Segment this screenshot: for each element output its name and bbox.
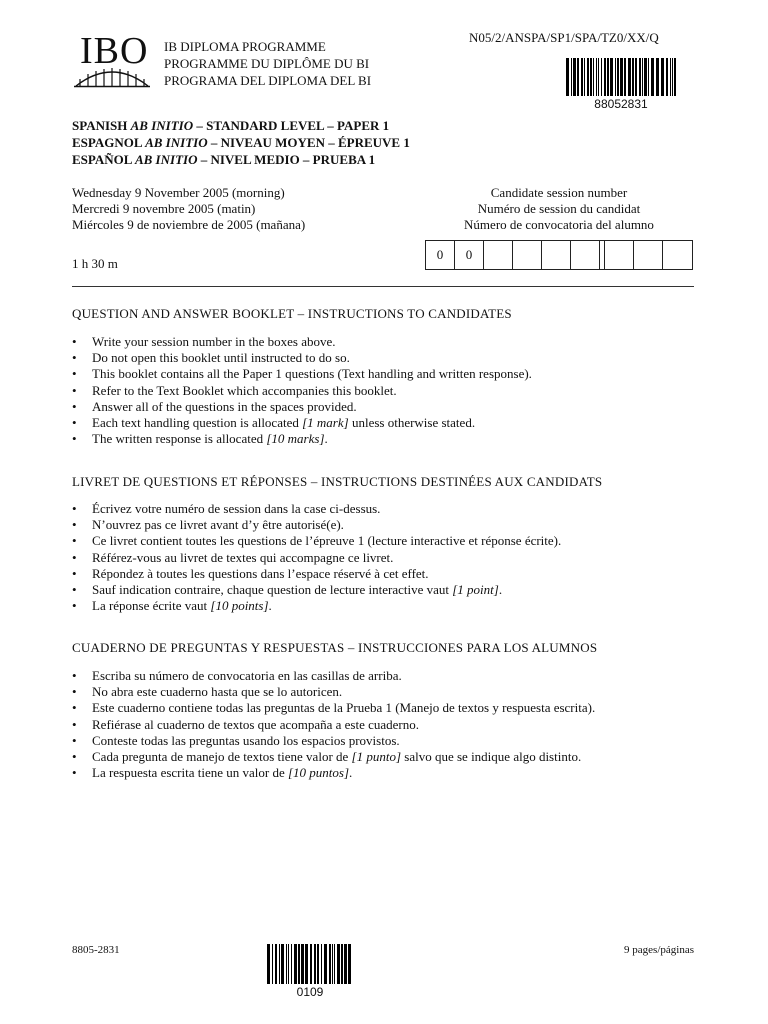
- logo-text: IBO: [80, 30, 149, 72]
- section-title-es: CUADERNO DE PREGUNTAS Y RESPUESTAS – INSTRUCCIONES PARA LOS ALUMNOS: [72, 640, 598, 655]
- paper-code: N05/2/ANSPA/SP1/SPA/TZ0/XX/Q: [469, 30, 659, 45]
- header-divider: [72, 286, 694, 287]
- session-label-fr: Numéro de session du candidat: [477, 201, 641, 216]
- list-item: • This booklet contains all the Paper 1 questions (Text handling and written response).: [72, 366, 532, 382]
- barcode-bottom-icon: [267, 944, 353, 984]
- list-item: • Sauf indication contraire, chaque question de lecture interactive vaut [1 point].: [72, 582, 561, 598]
- list-item: • La réponse écrite vaut [10 points].: [72, 598, 561, 614]
- programme-line-fr: PROGRAMME DU DIPLÔME DU BI: [164, 56, 370, 71]
- list-item: • La respuesta escrita tiene un valor de [10 puntos].: [72, 765, 595, 781]
- session-number-grid: [425, 240, 693, 270]
- footer-code: 8805-2831: [72, 944, 120, 956]
- instructions-list-en: [72, 334, 532, 447]
- list-item: • The written response is allocated [10 marks].: [72, 431, 532, 447]
- logo-emblem-icon: [72, 66, 152, 88]
- list-item: • Este cuaderno contiene todas las preguntas de la Prueba 1 (Manejo de textos y respuesta escrita).: [72, 700, 595, 716]
- title-fr: ESPAGNOL AB INITIO – NIVEAU MOYEN – ÉPREUVE 1: [72, 135, 410, 150]
- session-number-labels: [425, 185, 693, 233]
- session-digit-box: 0: [426, 241, 455, 269]
- page-count: 9 pages/páginas: [624, 944, 694, 956]
- programme-line-en: IB DIPLOMA PROGRAMME: [164, 39, 326, 54]
- list-item: • Répondez à toutes les questions dans l’espace réservé à cet effet.: [72, 566, 561, 582]
- list-item: • Refer to the Text Booklet which accompanies this booklet.: [72, 383, 532, 399]
- list-item: • Do not open this booklet until instructed to do so.: [72, 350, 532, 366]
- list-item: • Each text handling question is allocated [1 mark] unless otherwise stated.: [72, 415, 532, 431]
- instructions-list-fr: [72, 501, 561, 614]
- list-item: • No abra este cuaderno hasta que se lo autoricen.: [72, 684, 595, 700]
- session-digit-box[interactable]: [605, 241, 634, 269]
- list-item: • Cada pregunta de manejo de textos tiene valor de [1 punto] salvo que se indique algo distinto.: [72, 749, 595, 765]
- exam-dates: [72, 185, 305, 233]
- list-item: • Référez-vous au livret de textes qui accompagne ce livret.: [72, 550, 561, 566]
- barcode-top-icon: [566, 58, 676, 96]
- list-item: • Write your session number in the boxes above.: [72, 334, 532, 350]
- ibo-logo: [72, 32, 152, 94]
- instructions-list-es: [72, 668, 595, 781]
- list-item: • N’ouvrez pas ce livret avant d’y être autorisé(e).: [72, 517, 561, 533]
- section-title-fr: LIVRET DE QUESTIONS ET RÉPONSES – INSTRUCTIONS DESTINÉES AUX CANDIDATS: [72, 474, 603, 489]
- barcode-number-bottom: 0109: [296, 985, 324, 999]
- exam-titles: [72, 117, 410, 168]
- session-digit-box[interactable]: [634, 241, 663, 269]
- exam-duration: 1 h 30 m: [72, 256, 118, 271]
- session-digit-box[interactable]: [542, 241, 571, 269]
- list-item: • Écrivez votre numéro de session dans la case ci-dessus.: [72, 501, 561, 517]
- session-label-es: Número de convocatoria del alumno: [464, 217, 654, 232]
- list-item: • Ce livret contient toutes les questions de l’épreuve 1 (lecture interactive et réponse écrite).: [72, 533, 561, 549]
- session-digit-box[interactable]: [513, 241, 542, 269]
- list-item: • Conteste todas las preguntas usando los espacios provistos.: [72, 733, 595, 749]
- list-item: • Escriba su número de convocatoria en las casillas de arriba.: [72, 668, 595, 684]
- programme-line-es: PROGRAMA DEL DIPLOMA DEL BI: [164, 73, 372, 88]
- barcode-number-top: 88052831: [594, 97, 648, 111]
- list-item: • Answer all of the questions in the spaces provided.: [72, 399, 532, 415]
- title-en: SPANISH AB INITIO – STANDARD LEVEL – PAPER 1: [72, 118, 390, 133]
- session-digit-box[interactable]: [571, 241, 600, 269]
- session-digit-box: 0: [455, 241, 484, 269]
- programme-names: [164, 38, 371, 89]
- session-digit-box[interactable]: [484, 241, 513, 269]
- date-es: Miércoles 9 de noviembre de 2005 (mañana): [72, 217, 306, 232]
- title-es: ESPAÑOL AB INITIO – NIVEL MEDIO – PRUEBA 1: [72, 152, 376, 167]
- session-digit-box[interactable]: [663, 241, 692, 269]
- date-fr: Mercredi 9 novembre 2005 (matin): [72, 201, 256, 216]
- section-title-en: QUESTION AND ANSWER BOOKLET – INSTRUCTIONS TO CANDIDATES: [72, 306, 512, 321]
- list-item: • Refiérase al cuaderno de textos que acompaña a este cuaderno.: [72, 717, 595, 733]
- date-en: Wednesday 9 November 2005 (morning): [72, 185, 285, 200]
- session-label-en: Candidate session number: [490, 185, 628, 200]
